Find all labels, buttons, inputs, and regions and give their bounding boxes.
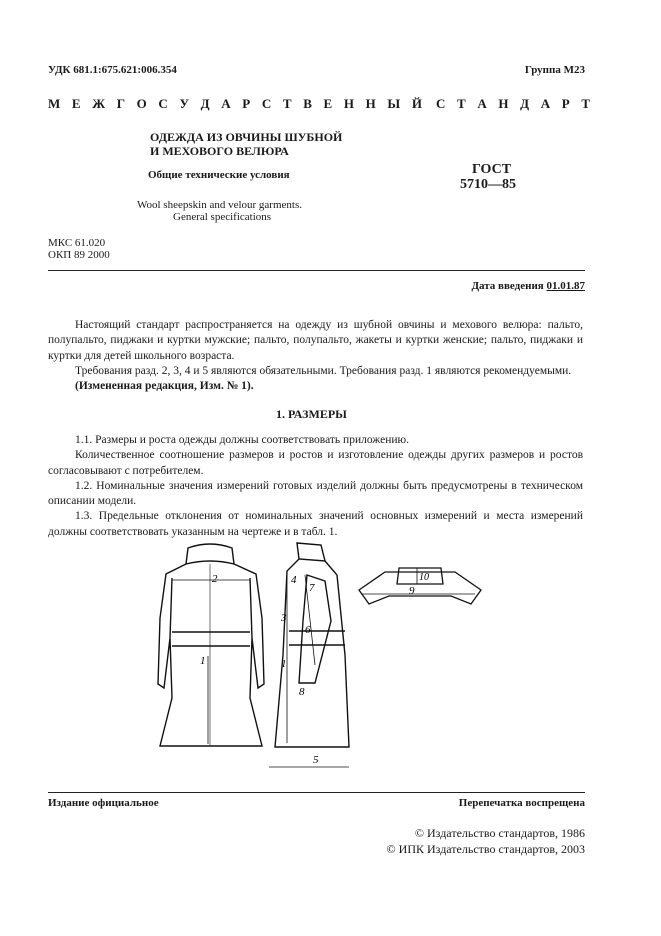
paragraph-1-1b: Количественное соотношение размеров и ростов и изготовление одежды других размеров и ростов согласовывают с потребителем. [48, 449, 583, 477]
amendment-note: (Измененная редакция, Изм. № 1). [75, 380, 254, 393]
group-code: Группа М23 [524, 64, 585, 76]
figure-label-2: 2 [212, 573, 218, 585]
intro-block [48, 318, 583, 394]
figure-label-6: 6 [305, 624, 311, 636]
figure-label-9: 9 [409, 585, 415, 597]
figure-label-7: 7 [309, 582, 315, 594]
figure-label-1-side: 1 [281, 658, 287, 670]
figure-label-3: 3 [281, 612, 287, 624]
intro-paragraph: Настоящий стандарт распространяется на одежду из шубной овчины и мехового велюра: пальто, полупальто, пиджаки и куртки мужские; пальто, полупальто, жакеты и куртки женские; пальто, пиджаки и куртки для детей школьного возраста. [48, 319, 583, 362]
paragraph-1-1: 1.1. Размеры и роста одежды должны соответствовать приложению. [75, 434, 409, 446]
banner-standard: С Т А Н Д А Р Т [436, 96, 595, 111]
title-line-2: И МЕХОВОГО ВЕЛЮРА [150, 144, 289, 158]
title-english-1: Wool sheepskin and velour garments. [137, 199, 302, 211]
gost-number: 5710—85 [460, 177, 516, 192]
figure-label-5: 5 [313, 754, 319, 766]
title-line-1: ОДЕЖДА ИЗ ОВЧИНЫ ШУБНОЙ [150, 130, 343, 144]
figure-label-4: 4 [291, 574, 297, 586]
copyright-2003: © ИПК Издательство стандартов, 2003 [386, 842, 585, 856]
collar-detail-drawing [355, 560, 485, 616]
title-english-2: General specifications [173, 211, 272, 223]
header-rule [48, 270, 585, 271]
figure-label-8: 8 [299, 686, 305, 698]
section-1-block [48, 433, 583, 540]
coat-side-drawing [265, 535, 355, 775]
copyright-1986: © Издательство стандартов, 1986 [414, 826, 585, 840]
official-edition: Издание официальное [48, 797, 159, 809]
intro-date-value: 01.01.87 [546, 280, 585, 292]
gost-label: ГОСТ [472, 162, 512, 177]
reprint-notice: Перепечатка воспрещена [458, 797, 585, 809]
figure-label-1-front: 1 [200, 655, 206, 667]
requirements-paragraph: Требования разд. 2, 3, 4 и 5 являются обязательными. Требования разд. 1 являются рекомендуемыми. [75, 364, 572, 377]
footer-rule [48, 792, 585, 793]
udk-code: УДК 681.1:675.621:006.354 [48, 64, 177, 76]
paragraph-1-2: 1.2. Номинальные значения измерений готовых изделий должны быть предусмотрены в техническом описании модели. [48, 479, 583, 508]
okp-code: ОКП 89 2000 [48, 249, 110, 261]
intro-date-label: Дата введения [471, 280, 544, 292]
paragraph-1-3: 1.3. Предельные отклонения от номинальных значений основных измерений и места измерений должны соответствовать указанным на чертеже и в табл. 1. [48, 510, 583, 538]
section-title: 1. РАЗМЕРЫ [276, 407, 347, 421]
figure-label-10: 10 [419, 572, 429, 583]
mks-code: МКС 61.020 [48, 237, 106, 249]
banner-interstate: М Е Ж Г О С У Д А Р С Т В Е Н Н Ы Й [48, 96, 427, 111]
intro-date [471, 280, 585, 292]
subtitle: Общие технические условия [148, 169, 290, 181]
coat-front-drawing [150, 538, 274, 760]
